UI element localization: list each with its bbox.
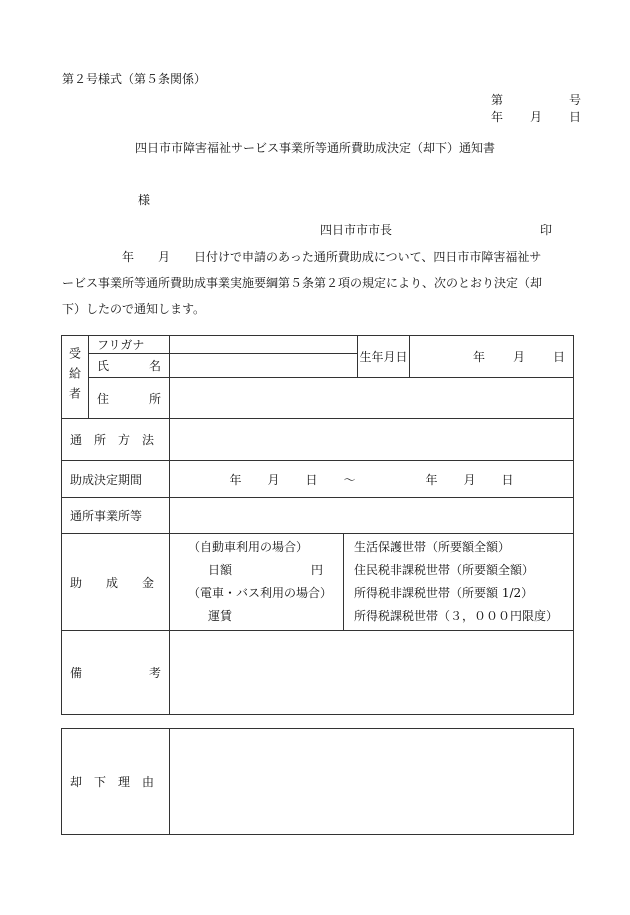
fare: 運賃 — [208, 609, 233, 623]
furigana-label: フリガナ — [97, 338, 145, 352]
period-year-1: 年 — [229, 472, 242, 487]
category-4[interactable]: 所得税課税世帯（３，０００円限度） — [354, 609, 559, 623]
period-day-2: 日 — [501, 472, 514, 487]
subsidy-label-cell — [62, 534, 170, 631]
period-label-cell — [62, 461, 170, 498]
date-day: 日 — [568, 110, 581, 124]
recipient-label: 受給者 — [67, 347, 82, 407]
facility-input[interactable] — [170, 498, 574, 534]
period-label: 助成決定期間 — [70, 472, 143, 487]
subsidy-right-cell — [344, 534, 574, 631]
birthdate-label-cell — [358, 336, 410, 378]
period-month-2: 月 — [463, 472, 476, 487]
period-month-1: 月 — [267, 472, 280, 487]
birth-day: 日 — [552, 350, 565, 364]
rejection-label: 却 下 理 由 — [70, 775, 155, 789]
furigana-label-cell — [89, 336, 170, 354]
name-input[interactable] — [170, 354, 358, 378]
yen: 円 — [310, 563, 323, 577]
period-year-2: 年 — [425, 472, 438, 487]
category-1[interactable]: 生活保護世帯（所要額全額） — [354, 540, 511, 554]
document-title: 四日市市障害福祉サービス事業所等通所費助成決定（却下）通知書 — [134, 141, 495, 155]
period-tilde: ～ — [343, 472, 356, 487]
seal-mark: 印 — [540, 223, 553, 237]
furigana-input[interactable] — [170, 336, 358, 354]
form-number: 第２号様式（第５条関係） — [62, 72, 207, 86]
birthdate-label: 生年月日 — [359, 350, 408, 364]
remarks-input[interactable] — [170, 631, 574, 715]
category-3[interactable]: 所得税非課税世帯（所要額 1/2） — [354, 586, 534, 600]
birth-month: 月 — [512, 350, 525, 364]
notice-body — [62, 244, 574, 322]
name-label-1: 氏 — [97, 359, 110, 373]
name-label-2: 名 — [148, 359, 161, 373]
subsidy-left-cell — [170, 534, 344, 631]
date-month: 月 — [529, 110, 542, 124]
rejection-table — [61, 728, 574, 835]
train-case: （電車・バス利用の場合） — [188, 586, 333, 600]
address-input[interactable] — [170, 378, 574, 419]
body-line-3: 下）したので通知します。 — [62, 302, 206, 316]
rejection-label-cell — [62, 729, 170, 835]
subsidy-label: 助 成 金 — [70, 575, 155, 590]
commute-method-input[interactable] — [170, 419, 574, 461]
period-input[interactable] — [170, 461, 574, 498]
remarks-label-1: 備 — [70, 666, 83, 680]
addressee-suffix: 様 — [138, 193, 151, 207]
issuer-name: 四日市市市長 — [320, 223, 393, 237]
recipient-label-cell — [62, 336, 89, 419]
date-year: 年 — [491, 110, 504, 124]
category-2[interactable]: 住民税非課税世帯（所要額全額） — [354, 563, 535, 577]
decision-table — [61, 335, 574, 715]
birthdate-value[interactable] — [410, 336, 574, 378]
rejection-input[interactable] — [170, 729, 574, 835]
doc-no-suffix: 号 — [568, 93, 581, 107]
doc-no-prefix: 第 — [491, 93, 504, 107]
car-case: （自動車利用の場合） — [188, 540, 309, 554]
birth-year: 年 — [472, 350, 485, 364]
address-label-1: 住 — [97, 391, 110, 406]
facility-label: 通所事業所等 — [70, 509, 143, 523]
commute-method-label-cell — [62, 419, 170, 461]
address-label-2: 所 — [148, 391, 161, 406]
commute-method-label: 通 所 方 法 — [70, 433, 155, 447]
name-label-cell — [89, 354, 170, 378]
address-label-cell — [89, 378, 170, 419]
remarks-label-2: 考 — [148, 666, 161, 680]
daily-amount: 日額 — [208, 563, 233, 577]
remarks-label-cell — [62, 631, 170, 715]
period-day-1: 日 — [305, 472, 318, 487]
body-line-1: 年 月 日付けで申請のあった通所費助成について、四日市市障害福祉サ — [62, 250, 542, 264]
facility-label-cell — [62, 498, 170, 534]
body-line-2: ービス事業所等通所費助成事業実施要綱第５条第２項の規定により、次のとおり決定（却 — [62, 276, 543, 290]
document-number-date — [491, 91, 581, 125]
